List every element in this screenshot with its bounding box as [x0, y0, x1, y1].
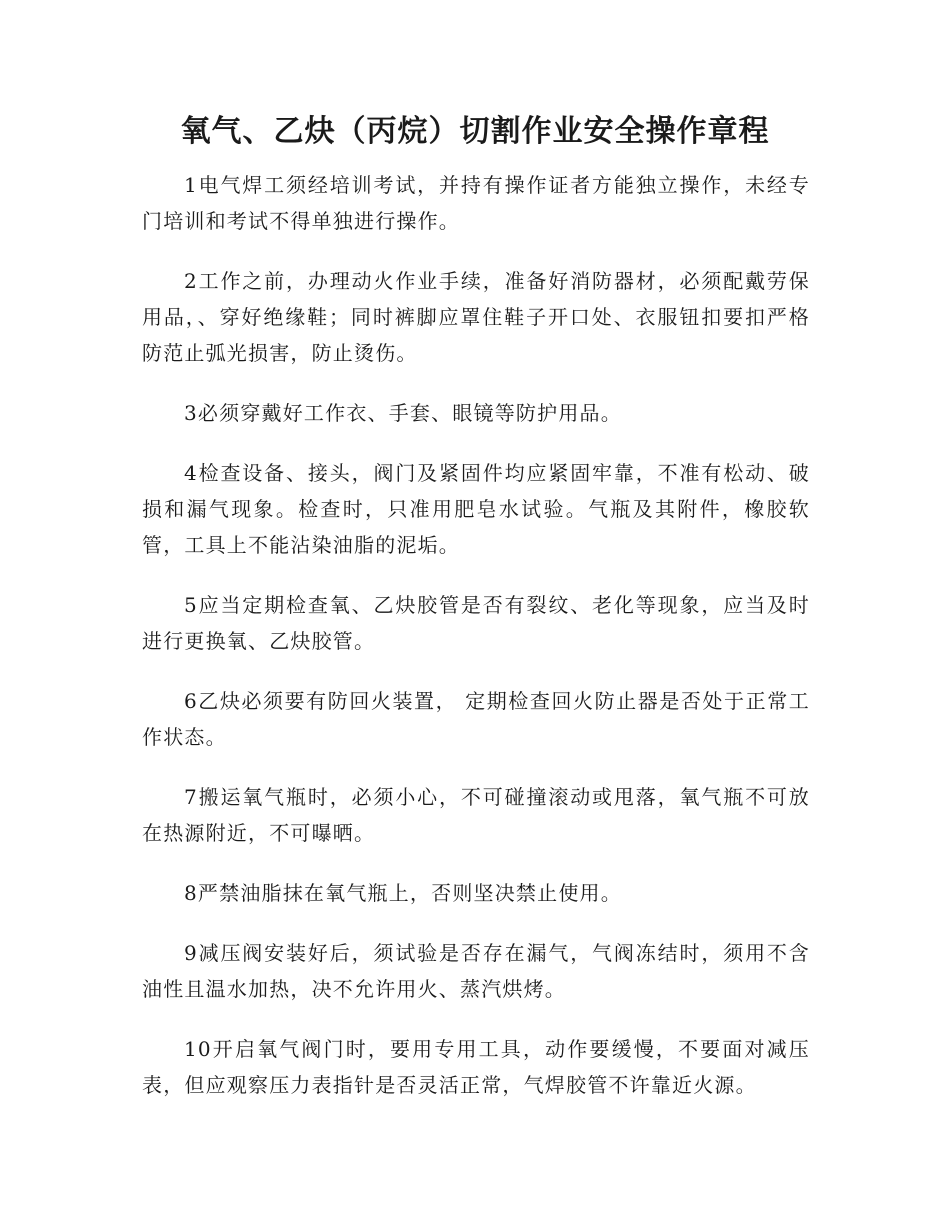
paragraph-10: 10开启氧气阀门时，要用专用工具，动作要缓慢，不要面对减压表，但应观察压力表指针是否灵活正常，气焊胶管不许靠近火源。 [142, 1037, 810, 1097]
paragraph-9: 9减压阀安装好后，须试验是否存在漏气，气阀冻结时，须用不含油性且温水加热，决不允许用火、蒸汽烘烤。 [142, 941, 810, 1001]
paragraph-6: 6乙炔必须要有防回火装置， 定期检查回火防止器是否处于正常工作状态。 [142, 689, 810, 749]
paragraph-4: 4检查设备、接头，阀门及紧固件均应紧固牢靠，不准有松动、破损和漏气现象。检查时，只准用肥皂水试验。气瓶及其附件，橡胶软管，工具上不能沾染油脂的泥垢。 [142, 461, 810, 557]
paragraph-2: 2工作之前，办理动火作业手续，准备好消防器材，必须配戴劳保用品，、穿好绝缘鞋；同时裤脚应罩住鞋子开口处、衣服钮扣要扣严格防范止弧光损害，防止烫伤。 [142, 269, 810, 365]
paragraph-1: 1电气焊工须经培训考试，并持有操作证者方能独立操作，未经专门培训和考试不得单独进行操作。 [142, 173, 810, 233]
document-body [142, 167, 810, 1127]
paragraph-5: 5应当定期检查氧、乙炔胶管是否有裂纹、老化等现象，应当及时进行更换氧、乙炔胶管。 [142, 593, 810, 653]
paragraph-7: 7搬运氧气瓶时，必须小心，不可碰撞滚动或甩落，氧气瓶不可放在热源附近，不可曝晒。 [142, 785, 810, 845]
document-title: 氧气、乙炔（丙烷）切割作业安全操作章程 [180, 114, 770, 149]
paragraph-3: 3必须穿戴好工作衣、手套、眼镜等防护用品。 [184, 401, 622, 425]
paragraph-8: 8严禁油脂抹在氧气瓶上，否则坚决禁止使用。 [184, 881, 622, 905]
